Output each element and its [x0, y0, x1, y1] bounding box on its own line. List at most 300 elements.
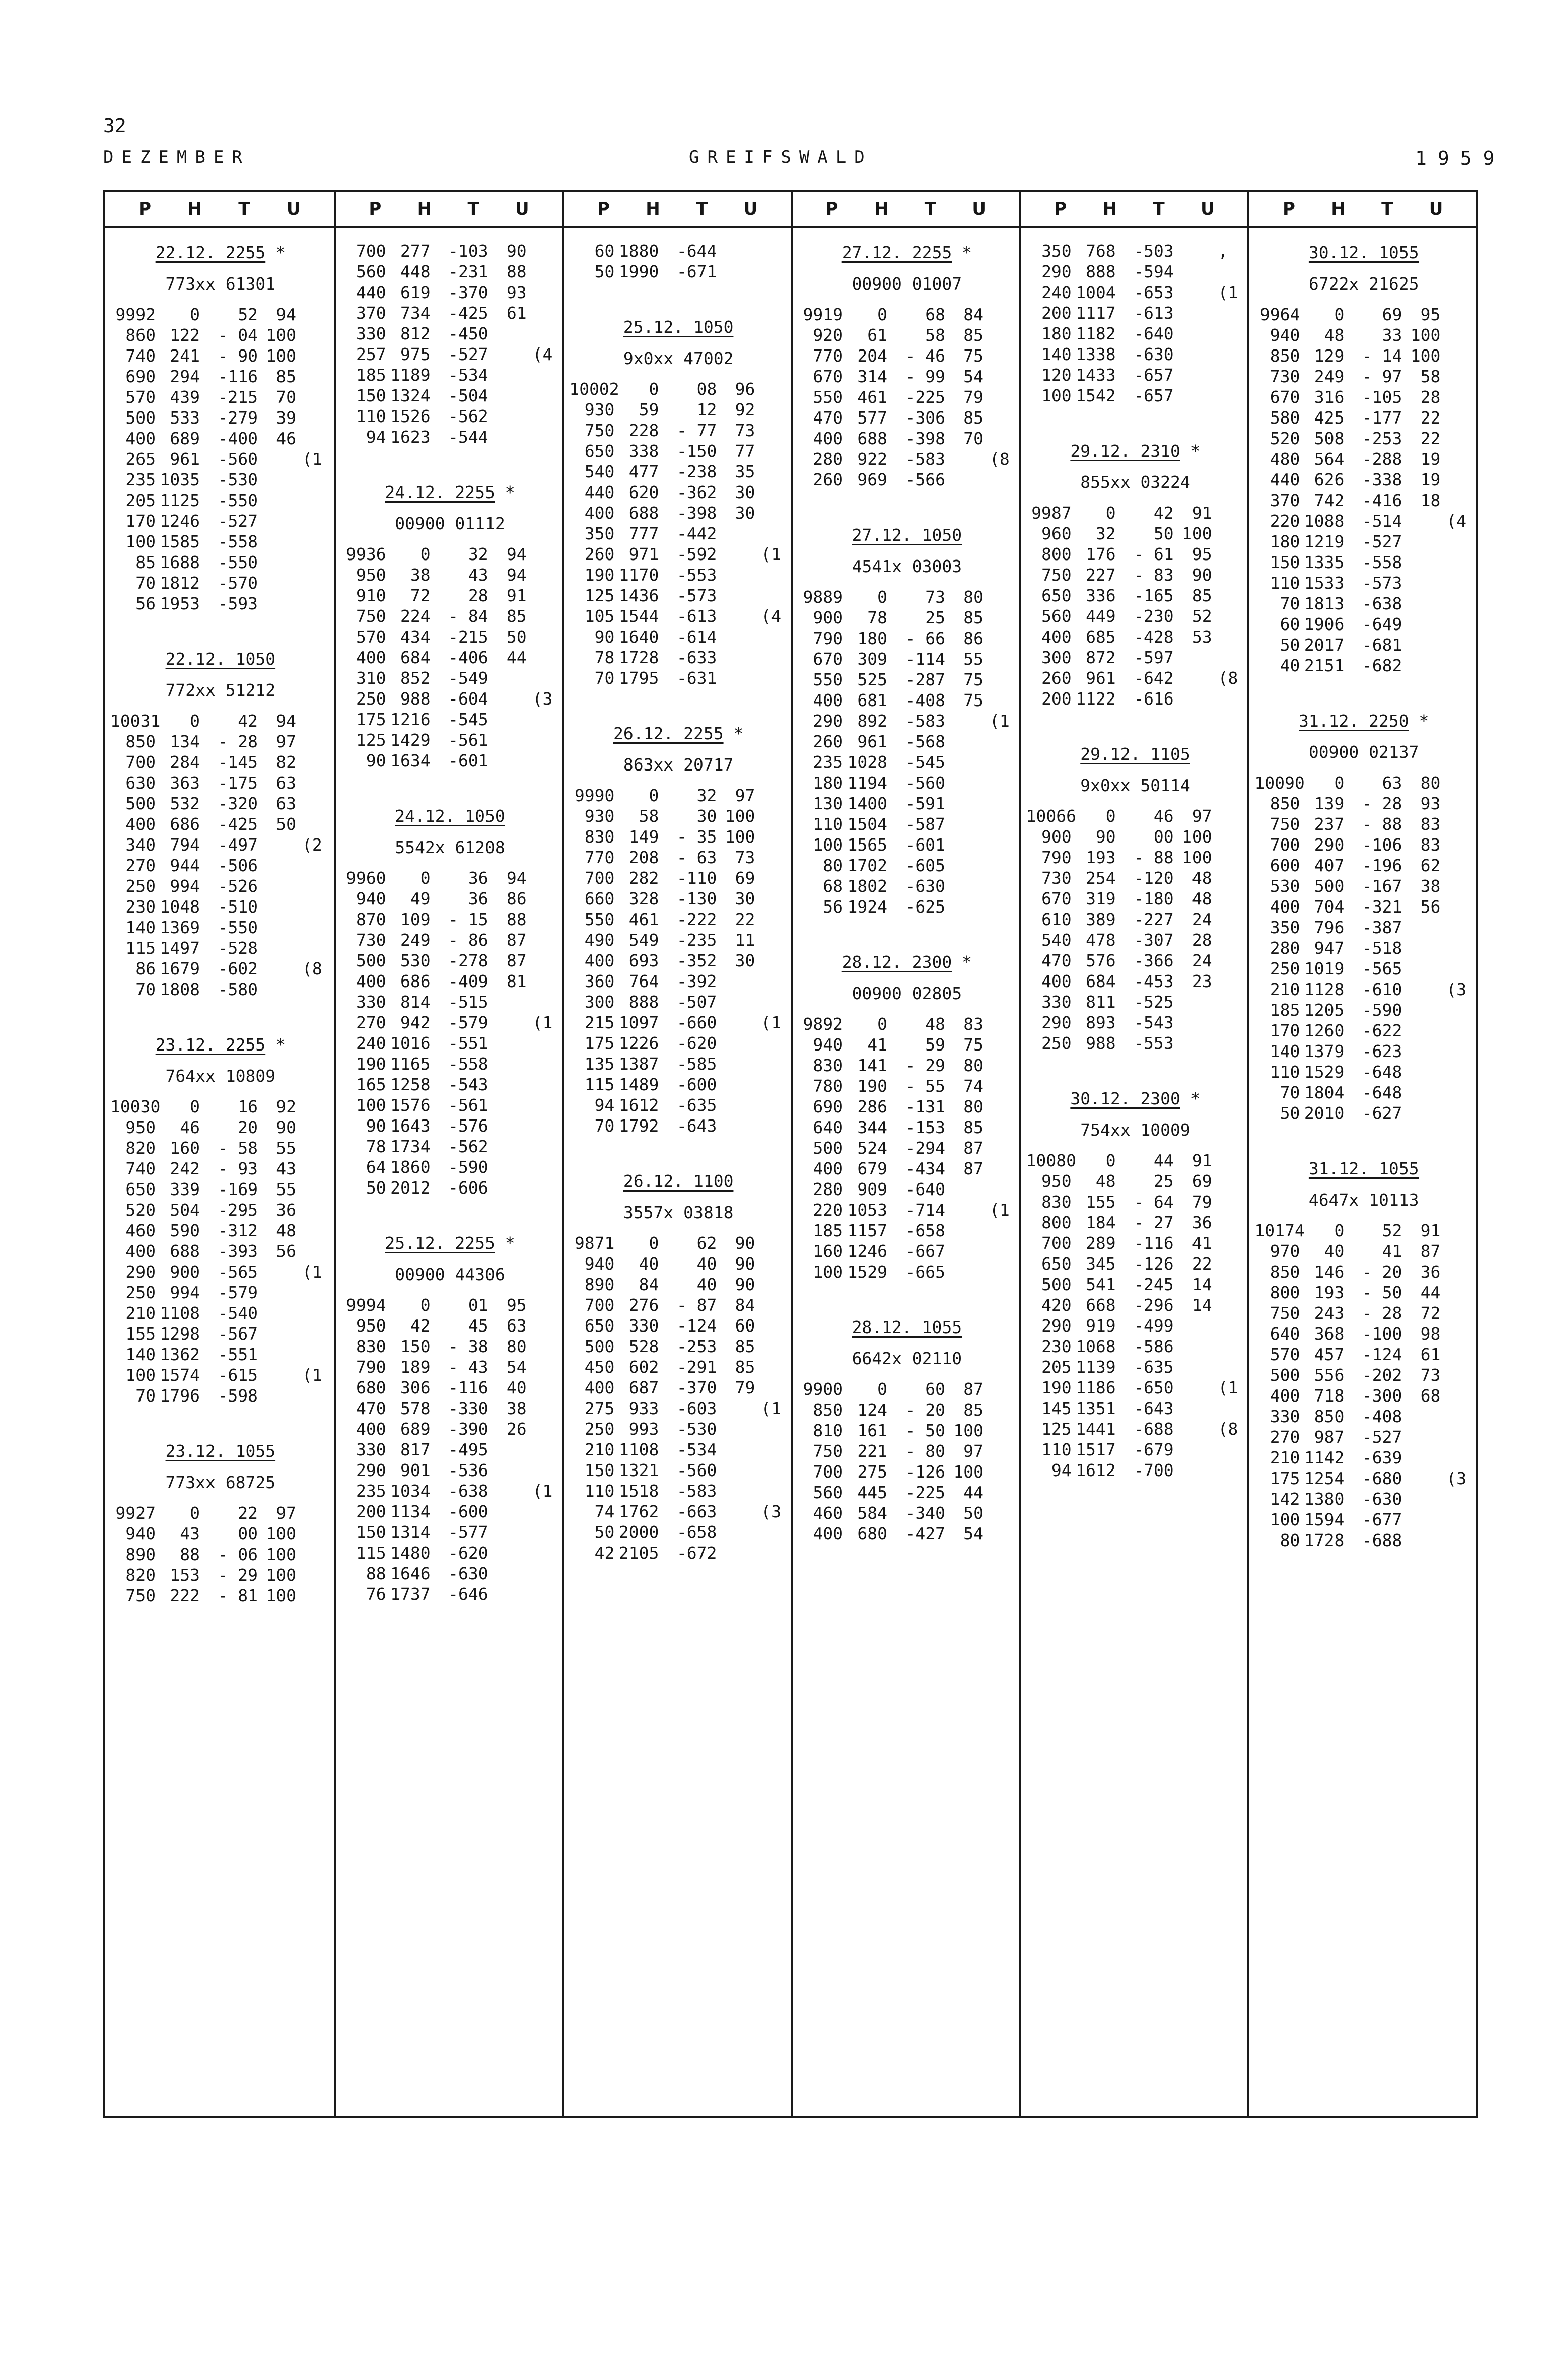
table-cell: 10066 — [1026, 806, 1077, 826]
table-cell: 42 — [1153, 503, 1174, 523]
table-cell — [717, 668, 755, 688]
table-cell — [527, 1054, 558, 1074]
table-row — [341, 1543, 559, 1563]
table-cell: 43 — [180, 1524, 200, 1544]
table-row — [341, 1460, 559, 1481]
table-cell: 1139 — [1076, 1357, 1116, 1377]
table-cell — [296, 304, 327, 325]
table-cell: 85 — [963, 408, 984, 428]
table-cell — [258, 917, 296, 938]
table-row — [341, 992, 559, 1012]
table-cell — [488, 730, 527, 750]
table-row — [569, 1315, 788, 1336]
table-cell — [488, 1074, 527, 1095]
sounding-block — [798, 523, 1016, 917]
table-cell: 700 — [813, 1462, 843, 1482]
table-cell — [717, 1522, 755, 1543]
table-cell: 87 — [506, 951, 527, 970]
table-cell — [984, 1420, 1015, 1441]
table-cell: -665 — [905, 1262, 945, 1282]
block-gap — [569, 1136, 788, 1169]
table-row — [110, 979, 331, 1000]
table-row — [569, 565, 788, 585]
table-cell: 75 — [963, 690, 984, 710]
table-cell: 56 — [135, 594, 156, 613]
table-cell — [296, 345, 327, 366]
table-cell: -638 — [448, 1481, 488, 1501]
table-cell: 1542 — [1076, 386, 1116, 405]
sounding-date — [1026, 742, 1245, 766]
table-cell — [1402, 917, 1440, 938]
table-cell: (4 — [1446, 511, 1467, 531]
table-cell: -406 — [448, 648, 488, 667]
table-cell: 11 — [735, 930, 755, 950]
table-cell: (8 — [990, 449, 1010, 469]
table-cell: - 20 — [1362, 1262, 1402, 1282]
table-cell: 55 — [276, 1179, 296, 1199]
table-cell — [1174, 1377, 1212, 1398]
table-row — [798, 834, 1016, 855]
sounding-block — [1254, 241, 1473, 676]
table-cell: 54 — [963, 1524, 984, 1544]
table-row — [569, 785, 788, 806]
table-cell: -116 — [1134, 1233, 1174, 1253]
table-cell — [755, 806, 786, 826]
table-cell: 700 — [125, 752, 156, 772]
table-cell — [527, 1177, 558, 1198]
column-header — [564, 192, 791, 228]
sounding-block — [1254, 1157, 1473, 1551]
table-cell — [755, 971, 786, 992]
sounding-date-text: 22.12. 1050 — [165, 649, 276, 669]
table-cell — [755, 992, 786, 1012]
table-cell: 150 — [356, 386, 386, 405]
table-cell: -215 — [218, 387, 258, 407]
sounding-block — [110, 1033, 331, 1406]
table-cell: 9964 — [1259, 305, 1300, 324]
star-mark: * — [1180, 441, 1201, 461]
table-cell — [717, 523, 755, 544]
table-row — [341, 930, 559, 950]
table-cell: 700 — [356, 241, 386, 261]
table-cell: 260 — [813, 732, 843, 751]
table-cell — [296, 731, 327, 752]
table-row — [1026, 1460, 1245, 1481]
table-cell: - 80 — [905, 1441, 945, 1461]
table-cell: 730 — [1270, 367, 1300, 386]
table-cell: -605 — [905, 856, 945, 875]
table-cell: 1048 — [160, 897, 200, 917]
table-cell: 241 — [170, 346, 200, 366]
table-cell: -600 — [448, 1502, 488, 1521]
table-row — [1254, 366, 1473, 387]
table-cell: 110 — [356, 406, 386, 426]
table-cell: 277 — [400, 241, 431, 261]
table-row — [569, 399, 788, 420]
table-cell: 336 — [1086, 586, 1116, 605]
sounding-date — [110, 1439, 331, 1463]
table-row — [341, 750, 559, 771]
table-cell: 1808 — [160, 979, 200, 999]
table-cell: 110 — [584, 1481, 615, 1501]
table-cell — [984, 834, 1015, 855]
table-cell: -623 — [1362, 1041, 1402, 1061]
table-cell — [755, 1054, 786, 1074]
table-cell: 940 — [1270, 325, 1300, 345]
table-cell: 40 — [696, 1275, 717, 1294]
table-cell — [984, 1055, 1015, 1076]
table-cell: 70 — [1280, 1083, 1300, 1102]
table-cell: -593 — [218, 594, 258, 613]
table-cell: -688 — [1362, 1530, 1402, 1550]
sounding-date — [569, 315, 788, 339]
table-cell: 1246 — [160, 511, 200, 531]
column-header-label: U — [972, 199, 986, 219]
table-cell — [258, 1323, 296, 1344]
table-cell: 140 — [1270, 1041, 1300, 1061]
table-cell: 96 — [735, 379, 755, 399]
table-cell — [755, 241, 786, 261]
station-code: 6722x 21625 — [1308, 274, 1419, 294]
table-cell: -130 — [676, 889, 717, 908]
table-cell: -560 — [905, 773, 945, 793]
table-cell: 38 — [1420, 876, 1441, 896]
table-row — [110, 1096, 331, 1117]
table-cell: 1016 — [390, 1033, 431, 1053]
table-cell — [1402, 1103, 1440, 1124]
table-row — [798, 1220, 1016, 1241]
table-cell — [258, 1282, 296, 1303]
table-cell: 185 — [1270, 1000, 1300, 1020]
table-cell — [258, 979, 296, 1000]
table-cell: -613 — [676, 606, 717, 626]
table-row — [110, 1158, 331, 1179]
table-cell: -230 — [1134, 606, 1174, 626]
table-cell: 85 — [735, 1337, 755, 1356]
table-row — [1254, 938, 1473, 958]
table-cell: 63 — [276, 773, 296, 793]
table-cell: - 28 — [218, 732, 258, 751]
table-row — [798, 607, 1016, 628]
table-cell: 19 — [1420, 449, 1441, 469]
table-cell — [984, 628, 1015, 649]
table-cell: 249 — [400, 930, 431, 950]
table-cell: 961 — [170, 449, 200, 469]
table-cell — [1212, 1274, 1243, 1295]
table-row — [1026, 303, 1245, 323]
table-cell: 56 — [1420, 897, 1441, 917]
table-cell — [1440, 614, 1471, 635]
table-cell — [488, 1177, 527, 1198]
table-row — [798, 649, 1016, 669]
table-row — [798, 731, 1016, 752]
table-cell: 650 — [584, 1316, 615, 1336]
table-row — [569, 1336, 788, 1357]
column-header-label: P — [138, 199, 152, 219]
table-cell: (1 — [302, 449, 322, 469]
table-cell: (1 — [532, 1013, 553, 1032]
table-cell: 134 — [170, 732, 200, 751]
table-cell — [1440, 366, 1471, 387]
table-cell — [1402, 1530, 1440, 1551]
table-row — [341, 1377, 559, 1398]
sounding-date-text: 31.12. 1055 — [1308, 1159, 1419, 1178]
sounding-block — [569, 315, 788, 688]
table-cell — [527, 1377, 558, 1398]
table-cell — [1174, 1460, 1212, 1481]
station-code: 863xx 20717 — [623, 755, 734, 775]
table-row — [110, 1138, 331, 1158]
table-row — [1254, 1406, 1473, 1427]
table-cell: - 58 — [218, 1138, 258, 1158]
table-cell: 460 — [125, 1221, 156, 1240]
table-row — [798, 1200, 1016, 1220]
table-cell — [488, 709, 527, 730]
table-cell: 950 — [356, 565, 386, 585]
table-row — [1254, 876, 1473, 896]
table-cell — [296, 573, 327, 593]
sounding-date-text: 25.12. 2255 — [385, 1233, 495, 1253]
table-cell: 944 — [170, 856, 200, 875]
table-cell: 28 — [468, 586, 488, 605]
table-cell: 44 — [1420, 1283, 1441, 1302]
table-cell: 122 — [170, 325, 200, 345]
table-cell: - 14 — [1362, 346, 1402, 366]
table-cell: -601 — [905, 835, 945, 855]
table-cell — [488, 668, 527, 688]
table-row — [110, 1585, 331, 1606]
table-row — [798, 587, 1016, 607]
table-cell — [296, 896, 327, 917]
column-body — [341, 241, 559, 2111]
table-cell: 10031 — [110, 711, 161, 731]
table-cell — [527, 1074, 558, 1095]
table-cell: 260 — [1041, 668, 1072, 688]
table-cell — [296, 979, 327, 1000]
table-cell — [527, 1115, 558, 1136]
table-cell — [1440, 593, 1471, 614]
table-row — [1026, 971, 1245, 992]
table-cell: -598 — [218, 1386, 258, 1406]
table-cell: -583 — [905, 711, 945, 731]
sounding-date — [341, 480, 559, 505]
table-cell: -579 — [218, 1283, 258, 1302]
table-cell: 48 — [1324, 325, 1345, 345]
sounding-block — [1026, 742, 1245, 1054]
table-cell: 1034 — [390, 1481, 431, 1501]
table-cell — [527, 427, 558, 447]
table-cell: 88 — [506, 909, 527, 929]
table-cell: 18 — [1420, 491, 1441, 510]
station-code: 00900 02137 — [1308, 742, 1419, 762]
table-cell: 0 — [649, 786, 659, 805]
table-cell: 830 — [356, 1337, 386, 1356]
table-cell: 250 — [356, 689, 386, 709]
table-cell — [1212, 868, 1243, 888]
table-cell — [1440, 1406, 1471, 1427]
table-cell: 50 — [1280, 635, 1300, 655]
table-cell: -568 — [905, 732, 945, 751]
table-cell: 439 — [170, 387, 200, 407]
table-cell: - 50 — [1362, 1283, 1402, 1302]
table-cell: 2012 — [390, 1178, 431, 1198]
table-cell: 58 — [925, 325, 945, 345]
table-cell — [984, 1503, 1015, 1523]
table-cell: -631 — [676, 668, 717, 688]
table-row — [1026, 1377, 1245, 1398]
table-cell — [755, 868, 786, 888]
table-cell: 500 — [1270, 1365, 1300, 1385]
table-cell: 77 — [735, 441, 755, 461]
table-column — [334, 192, 563, 2116]
table-row — [341, 565, 559, 585]
table-cell — [1212, 303, 1243, 323]
table-cell — [755, 1033, 786, 1054]
table-cell: 345 — [1086, 1254, 1116, 1274]
table-cell — [296, 1200, 327, 1220]
table-cell: -657 — [1134, 365, 1174, 385]
table-cell — [755, 1481, 786, 1501]
table-cell: 950 — [1041, 1171, 1072, 1191]
sounding-block — [341, 241, 559, 447]
table-cell: -504 — [448, 386, 488, 405]
table-cell: -527 — [1362, 1427, 1402, 1447]
table-row — [110, 573, 331, 593]
table-cell: 800 — [1041, 544, 1072, 564]
table-cell: 1544 — [618, 606, 659, 626]
table-cell — [1440, 793, 1471, 814]
table-cell — [1212, 688, 1243, 709]
table-cell: 1400 — [847, 794, 887, 813]
table-cell — [296, 1544, 327, 1565]
table-cell: 9871 — [574, 1233, 615, 1253]
table-cell: 210 — [584, 1440, 615, 1459]
table-row — [569, 1439, 788, 1460]
table-cell: 626 — [1314, 470, 1345, 489]
table-cell: 95 — [1191, 544, 1212, 564]
station-label: GREIFSWALD — [689, 147, 873, 167]
table-cell: 400 — [356, 1419, 386, 1439]
table-cell: 1812 — [160, 573, 200, 593]
table-cell — [755, 950, 786, 971]
table-cell: -390 — [448, 1419, 488, 1439]
table-row — [798, 1461, 1016, 1482]
table-cell: 160 — [170, 1138, 200, 1158]
table-cell: 688 — [170, 1241, 200, 1261]
table-cell — [755, 1357, 786, 1377]
table-row — [798, 1179, 1016, 1200]
table-cell — [527, 1522, 558, 1543]
table-cell — [1174, 688, 1212, 709]
table-row — [341, 1095, 559, 1115]
table-cell: 389 — [1086, 909, 1116, 929]
sounding-block — [1026, 1087, 1245, 1481]
table-cell: 193 — [1086, 848, 1116, 867]
table-cell: -167 — [1362, 876, 1402, 896]
table-cell: 850 — [813, 1400, 843, 1420]
table-cell: 250 — [1041, 1033, 1072, 1053]
table-cell: 1529 — [847, 1262, 887, 1282]
table-cell: 08 — [696, 379, 717, 399]
table-row — [1254, 1530, 1473, 1551]
table-cell: -566 — [905, 470, 945, 489]
table-cell: 1574 — [160, 1365, 200, 1385]
table-row — [341, 1054, 559, 1074]
table-cell — [717, 1074, 755, 1095]
table-cell — [755, 441, 786, 461]
table-cell: -551 — [448, 1033, 488, 1053]
table-cell — [717, 585, 755, 606]
table-row — [798, 896, 1016, 917]
table-cell — [296, 814, 327, 834]
table-cell: 100 — [953, 1421, 984, 1440]
table-cell — [984, 304, 1015, 325]
table-cell: 0 — [877, 587, 887, 607]
table-cell: 950 — [125, 1117, 156, 1137]
block-gap — [1026, 1054, 1245, 1087]
table-cell — [1174, 344, 1212, 365]
table-cell — [1402, 1447, 1440, 1468]
table-row — [569, 1543, 788, 1563]
table-cell: 140 — [125, 918, 156, 937]
table-cell: 1737 — [390, 1584, 431, 1604]
table-cell: 100 — [725, 827, 755, 847]
table-cell: 42 — [238, 711, 258, 731]
table-cell: 0 — [877, 1379, 887, 1399]
table-cell: 75 — [963, 346, 984, 366]
station-code: 773xx 68725 — [165, 1473, 276, 1492]
table-cell: -126 — [1134, 1254, 1174, 1274]
table-row — [569, 826, 788, 847]
table-row — [1254, 614, 1473, 635]
table-cell: 971 — [628, 544, 659, 564]
table-cell: 525 — [857, 670, 887, 689]
table-cell: 9990 — [574, 786, 615, 805]
table-cell: 350 — [1270, 918, 1300, 937]
table-cell: 0 — [1334, 773, 1345, 793]
table-cell: -630 — [448, 1564, 488, 1583]
table-cell: 221 — [857, 1441, 887, 1461]
table-row — [1254, 1241, 1473, 1262]
table-cell: 400 — [813, 429, 843, 448]
table-row — [798, 428, 1016, 449]
table-cell — [1440, 573, 1471, 593]
table-cell: 50 — [506, 627, 527, 647]
table-cell: 290 — [125, 1262, 156, 1282]
table-row — [798, 1158, 1016, 1179]
column-header-label: P — [369, 199, 382, 219]
table-row — [110, 428, 331, 449]
block-gap — [341, 447, 559, 480]
table-cell: (3 — [532, 689, 553, 709]
table-cell: 319 — [1086, 889, 1116, 908]
table-cell: 94 — [594, 1095, 615, 1115]
table-cell: - 27 — [1134, 1213, 1174, 1232]
table-cell: 43 — [468, 565, 488, 585]
table-cell: -398 — [905, 429, 945, 448]
table-cell: 1035 — [160, 470, 200, 489]
station-code: 764xx 10809 — [165, 1066, 276, 1086]
table-row — [1254, 1447, 1473, 1468]
table-cell — [1212, 1253, 1243, 1274]
table-row — [110, 752, 331, 773]
table-cell — [527, 950, 558, 971]
table-row — [798, 814, 1016, 834]
sounding-date-text: 29.12. 2310 — [1070, 441, 1180, 461]
table-cell: 242 — [170, 1159, 200, 1178]
table-cell: -527 — [1362, 532, 1402, 551]
table-cell: 1216 — [390, 710, 431, 729]
